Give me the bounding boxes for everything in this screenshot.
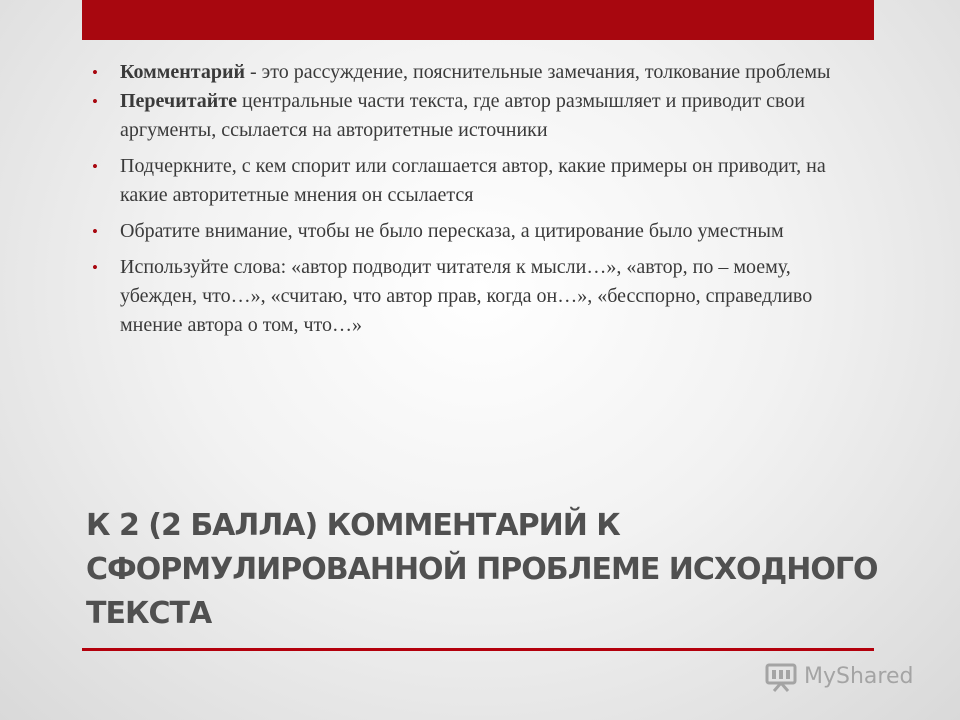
bullet-text: Обратите внимание, чтобы не было пересказа, а цитирование было уместным	[120, 220, 784, 242]
bullet-item	[92, 253, 862, 340]
bullet-item	[92, 152, 862, 210]
watermark-text: MyShared	[804, 663, 914, 689]
presentation-board-icon	[764, 659, 798, 693]
slide-body	[92, 58, 862, 347]
bullet-text: - это рассуждение, пояснительные замечания, толкование проблемы	[245, 61, 831, 83]
bullet-text: центральные части текста, где автор размышляет и приводит свои аргументы, ссылается на авторитетные источники	[120, 90, 805, 141]
bullet-dot-icon: •	[92, 258, 98, 277]
title-underline	[82, 648, 874, 651]
bullet-dot-icon: •	[92, 63, 98, 82]
bullet-item	[92, 217, 862, 246]
watermark-logo	[764, 655, 934, 697]
bullet-text: Подчеркните, с кем спорит или соглашается автор, какие примеры он приводит, на какие авторитетные мнения он ссылается	[120, 155, 826, 206]
bullet-dot-icon: •	[92, 92, 98, 111]
bullet-item	[92, 87, 862, 145]
bullet-text: Используйте слова: «автор подводит читателя к мысли…», «автор, по – моему, убежден, что…», «считаю, что автор прав, когда он…», «бесспорно, справедливо мнение автора о том, что…»	[120, 256, 813, 336]
bullet-item	[92, 58, 862, 87]
slide-title: К 2 (2 БАЛЛА) КОММЕНТАРИЙ К СФОРМУЛИРОВАННОЙ ПРОБЛЕМЕ ИСХОДНОГО ТЕКСТА	[86, 508, 878, 631]
top-accent-bar	[82, 0, 874, 40]
bullet-term: Перечитайте	[120, 90, 238, 112]
bullet-dot-icon: •	[92, 222, 98, 241]
bullet-term: Комментарий	[120, 61, 246, 83]
bullet-dot-icon: •	[92, 157, 98, 176]
